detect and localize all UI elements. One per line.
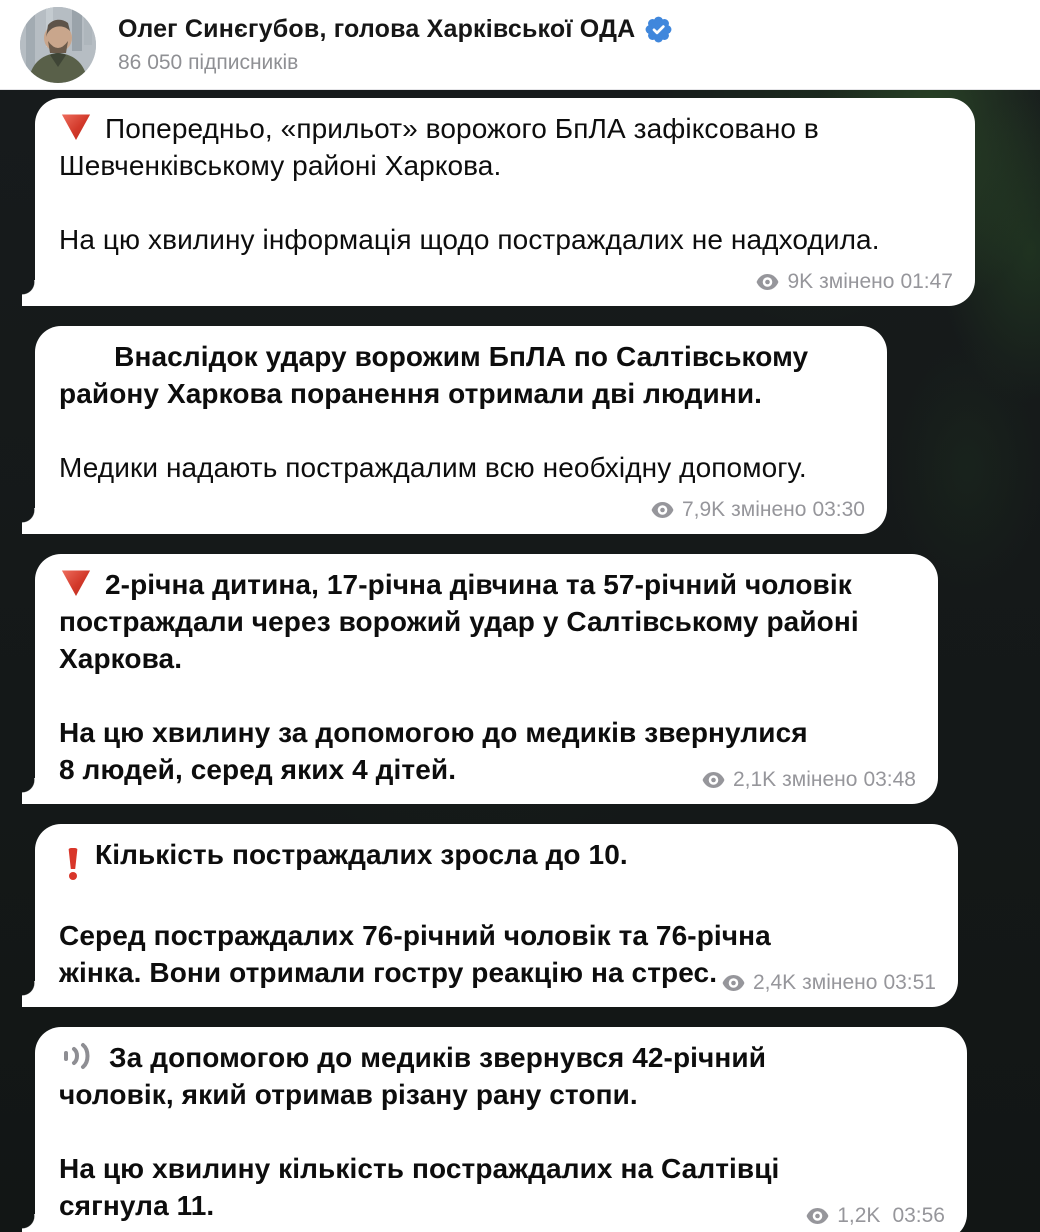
view-count: 9K xyxy=(787,270,814,293)
eye-icon xyxy=(702,772,725,788)
message-bubble[interactable] xyxy=(35,554,938,804)
message-time: 03:56 xyxy=(892,1204,945,1227)
edited-label: змінено xyxy=(731,498,807,521)
edited-label: змінено xyxy=(802,971,878,994)
message-bubble[interactable] xyxy=(35,98,975,306)
message-paragraph: Попередньо, «прильот» ворожого БпЛА зафіксовано в Шевченківському районі Харкова. xyxy=(59,113,819,181)
eye-icon xyxy=(722,975,745,991)
message-meta xyxy=(722,971,936,995)
channel-title: Олег Синєгубов, голова Харківської ОДА xyxy=(118,14,636,43)
message-meta xyxy=(806,1204,945,1228)
message-paragraph: Кількість постраждалих зросла до 10. xyxy=(59,836,936,880)
eye-icon xyxy=(651,502,674,518)
message-time: 03:48 xyxy=(863,768,916,791)
message-paragraph: На цю хвилину кількість постраждалих на Салтівці сягнула 11. xyxy=(59,1153,780,1221)
message-meta xyxy=(756,270,953,294)
message-bubble[interactable] xyxy=(35,1027,967,1232)
message-paragraph: Серед постраждалих 76-річний чоловік та 76-річна жінка. Вони отримали гостру реакцію на стрес. xyxy=(59,920,771,988)
message-paragraph: 2-річна дитина, 17-річна дівчина та 57-річний чоловік постраждали через ворожий удар у Салтівському районі Харкова. xyxy=(59,569,859,674)
view-count: 1,2K xyxy=(837,1204,881,1227)
message-paragraph: Медики надають постраждалим всю необхідну допомогу. xyxy=(59,452,807,483)
chat-background xyxy=(0,90,1040,1232)
sound-waves-icon xyxy=(61,1042,97,1070)
message-paragraph: На цю хвилину інформація щодо постраждалих не надходила. xyxy=(59,224,880,255)
bubble-tail xyxy=(22,280,35,306)
channel-photo-icon xyxy=(20,7,96,83)
eye-icon xyxy=(756,274,779,290)
view-count: 2,1K xyxy=(732,768,777,791)
view-count: 7,9K xyxy=(681,498,726,521)
message-bubble[interactable] xyxy=(35,326,887,534)
message-time: 03:30 xyxy=(812,498,865,521)
view-count: 2,4K xyxy=(752,971,797,994)
bubble-tail xyxy=(22,508,35,534)
message-paragraph: За допомогою до медиків звернувся 42-річний чоловік, який отримав різану рану стопи. xyxy=(59,1042,767,1110)
edited-label: змінено xyxy=(782,768,858,791)
message-meta xyxy=(651,498,865,522)
red-triangle-icon xyxy=(61,570,91,596)
channel-avatar[interactable] xyxy=(20,7,96,83)
bubble-tail xyxy=(22,1214,35,1232)
message-time: 03:51 xyxy=(883,971,936,994)
red-triangle-icon xyxy=(61,114,91,140)
edited-label: змінено xyxy=(819,270,895,293)
message-paragraph: На цю хвилину за допомогою до медиків звернулися 8 людей, серед яких 4 дітей. xyxy=(59,717,808,785)
message-bubble[interactable] xyxy=(35,824,958,1007)
message-time: 01:47 xyxy=(900,270,953,293)
bubble-tail xyxy=(22,981,35,1007)
eye-icon xyxy=(806,1208,829,1224)
red-exclamation-icon xyxy=(67,848,79,880)
bubble-tail xyxy=(22,778,35,804)
message-paragraph: Внаслідок удару ворожим БпЛА по Салтівському району Харкова поранення отримали дві людини. xyxy=(59,341,809,409)
message-meta xyxy=(702,768,916,792)
subscriber-count: 86 050 підписників xyxy=(118,50,299,74)
verified-badge-icon xyxy=(645,16,672,43)
channel-header[interactable] xyxy=(0,0,1040,90)
